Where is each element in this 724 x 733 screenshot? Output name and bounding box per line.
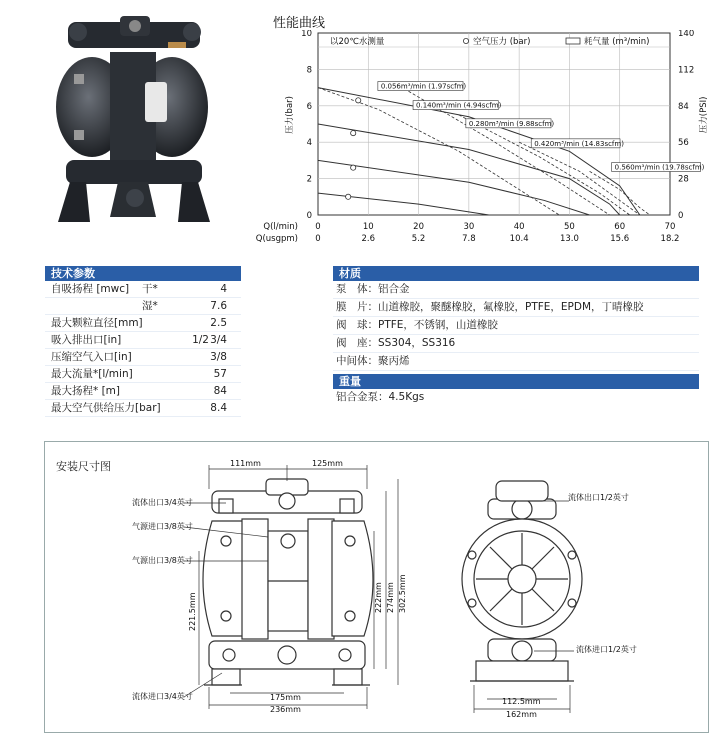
x-tick-gpm: 7.8: [462, 234, 476, 244]
air-inlet-label: 气源进口: [132, 522, 164, 531]
x-tick-lpm: 60: [614, 222, 626, 232]
tech-row-value: 84: [213, 385, 227, 397]
legend-water-test: 以20℃水测量: [330, 37, 385, 47]
air-consumption-label: 0.280m³/min (9.88scfm): [468, 119, 555, 128]
tech-row: [45, 349, 241, 366]
x-tick-gpm: 13.0: [559, 234, 579, 244]
air-inlet-frac: 3/8: [164, 522, 177, 531]
x-tick-gpm: 10.4: [509, 234, 529, 244]
y-tick-psi: 84: [678, 101, 689, 112]
x-tick-gpm: 2.6: [361, 234, 376, 244]
inlet-side-unit: 英寸: [620, 645, 637, 654]
air-pressure-marker: [351, 165, 356, 170]
x-tick-lpm: 30: [463, 222, 475, 232]
inlet-front-label: 流体进口: [132, 692, 164, 701]
x-tick-gpm: 15.6: [610, 234, 630, 244]
air-pressure-marker: [346, 194, 351, 199]
y-tick-bar: 8: [306, 65, 312, 76]
air-pressure-marker: [356, 98, 361, 103]
outlet-front-unit: 英寸: [176, 498, 193, 507]
x-label-lpm: Q(l/min): [263, 222, 298, 232]
dim-162: 162mm: [506, 710, 537, 719]
pump-photo: [50, 12, 220, 227]
svg-text:流体出口3/4英寸: [132, 497, 193, 507]
legend-air-pressure-marker: [463, 38, 468, 43]
legend-air-consumption-marker: [566, 38, 580, 44]
x-tick-lpm: 50: [564, 222, 575, 232]
inlet-side-frac: 1/2: [608, 645, 621, 654]
dim-274: 274mm: [386, 582, 395, 613]
x-tick-lpm: 40: [513, 222, 525, 232]
tech-row-label: 吸入排出口[in]: [51, 334, 122, 346]
air-pressure-marker: [351, 131, 356, 136]
material-row: 泵 体：铝合金: [333, 281, 699, 299]
right-axis-label: 压力(PSI): [699, 96, 709, 134]
tech-row-label: 最大颗粒直径[mm]: [51, 317, 143, 329]
material-panel: [333, 266, 699, 371]
air-outlet-label: 气源出口: [132, 556, 164, 565]
x-label-gpm: Q(usgpm): [255, 234, 298, 244]
tech-row-value: 57: [213, 368, 227, 380]
dim-236: 236mm: [270, 705, 301, 714]
tech-row-value-b: 3/4: [210, 334, 227, 346]
y-tick-psi: 56: [678, 138, 689, 149]
tech-row: [45, 400, 241, 417]
tech-row-value: 4: [220, 283, 227, 295]
dim-111: 111mm: [230, 459, 261, 468]
tech-row-sub: 湿*: [142, 300, 158, 312]
outlet-front-frac: 3/4: [164, 498, 177, 507]
y-tick-bar: 6: [306, 101, 312, 112]
svg-text:气源出口3/8英寸: [132, 555, 193, 565]
weight-row: 铝合金泵：4.5Kgs: [336, 391, 425, 403]
x-tick-gpm: 0: [315, 234, 321, 244]
air-outlet-frac: 3/8: [164, 556, 177, 565]
tech-row: [45, 383, 241, 400]
inlet-side-label: 流体进口: [576, 645, 608, 654]
tech-row-label: 压缩空气入口[in]: [51, 351, 132, 363]
y-tick-bar: 10: [301, 30, 312, 39]
dimension-drawing: [44, 441, 707, 731]
material-row: 膜 片：山道橡胶，聚醚橡胶，氟橡胶，PTFE，EPDM，丁晴橡胶: [333, 299, 699, 317]
svg-text:气源进口3/8英寸: [132, 521, 193, 531]
y-tick-psi: 140: [678, 30, 695, 39]
inlet-front-frac: 3/4: [164, 692, 177, 701]
tech-row: [45, 281, 241, 298]
air-inlet-unit: 英寸: [176, 522, 193, 531]
dimension-title: 安装尺寸图: [56, 460, 111, 473]
performance-chart: [250, 30, 710, 245]
y-tick-psi: 112: [678, 65, 695, 76]
x-tick-lpm: 20: [413, 222, 424, 232]
weight-panel: [333, 374, 699, 406]
dim-302: 302.5mm: [398, 574, 407, 613]
tech-row-label: 自吸扬程 [mwc]: [51, 283, 130, 295]
y-tick-bar: 0: [306, 211, 312, 221]
y-tick-bar: 4: [306, 138, 312, 149]
air-consumption-label: 0.140m³/min (4.94scfm): [416, 101, 502, 110]
x-tick-lpm: 10: [362, 222, 374, 232]
x-tick-gpm: 5.2: [411, 234, 426, 244]
svg-text:流体出口1/2英寸: [568, 492, 629, 502]
tech-row: [45, 298, 241, 315]
dim-222: 222mm: [374, 582, 383, 613]
tech-row-label: 最大空气供给压力[bar]: [51, 402, 161, 414]
material-row: 阀 球：PTFE，不锈钢，山道橡胶: [333, 317, 699, 335]
tech-row-value: 7.6: [210, 300, 227, 312]
material-row: 中间体：聚丙烯: [333, 353, 699, 371]
front-view: [203, 479, 373, 685]
dim-221: 221.5mm: [188, 592, 197, 631]
y-tick-bar: 2: [306, 174, 312, 185]
tech-params-panel: [45, 266, 241, 417]
outlet-side-unit: 英寸: [612, 493, 629, 502]
tech-row-value: 2.5: [210, 317, 227, 329]
tech-row: [45, 332, 241, 349]
tech-row: [45, 315, 241, 332]
dim-112: 112.5mm: [502, 697, 541, 706]
air-consumption-label: 0.420m³/min (14.83scfm): [534, 139, 624, 148]
tech-row-label: 最大扬程* [m]: [51, 385, 121, 397]
tech-row-sub: 干*: [142, 283, 158, 295]
weight-header: 重量: [333, 374, 699, 389]
legend-air-pressure: 空气压力 (bar): [473, 37, 531, 47]
outlet-side-frac: 1/2: [600, 493, 613, 502]
tech-params-header: 技术参数: [45, 266, 241, 281]
svg-text:流体进口3/4英寸: [132, 691, 193, 701]
svg-text:流体进口1/2英寸: [576, 644, 637, 654]
y-tick-psi: 28: [678, 174, 689, 185]
outlet-front-label: 流体出口: [132, 498, 164, 507]
x-tick-lpm: 0: [315, 222, 321, 232]
dim-175: 175mm: [270, 693, 301, 702]
outlet-side-label: 流体出口: [568, 493, 600, 502]
air-outlet-unit: 英寸: [176, 556, 193, 565]
left-axis-label: 压力(bar): [285, 96, 295, 134]
x-tick-lpm: 70: [664, 222, 676, 232]
material-header: 材质: [333, 266, 699, 281]
inlet-front-unit: 英寸: [176, 692, 193, 701]
tech-row: [45, 366, 241, 383]
legend-air-consumption: 耗气量 (m³/min): [584, 37, 650, 47]
air-consumption-label: 0.056m³/min (1.97scfm): [380, 82, 467, 91]
y-tick-psi: 0: [678, 211, 684, 221]
material-row: 阀 座：SS304，SS316: [333, 335, 699, 353]
x-tick-gpm: 18.2: [660, 234, 680, 244]
tech-row-value: 8.4: [210, 402, 227, 414]
tech-row-value-a: 1/2: [192, 334, 209, 346]
tech-row-label: 最大流量*[l/min]: [51, 368, 133, 380]
chart-title: 性能曲线: [273, 16, 326, 31]
dim-125: 125mm: [312, 459, 343, 468]
air-consumption-label: 0.560m³/min (19.78scfm): [614, 163, 705, 172]
tech-row-value: 3/8: [210, 351, 227, 363]
